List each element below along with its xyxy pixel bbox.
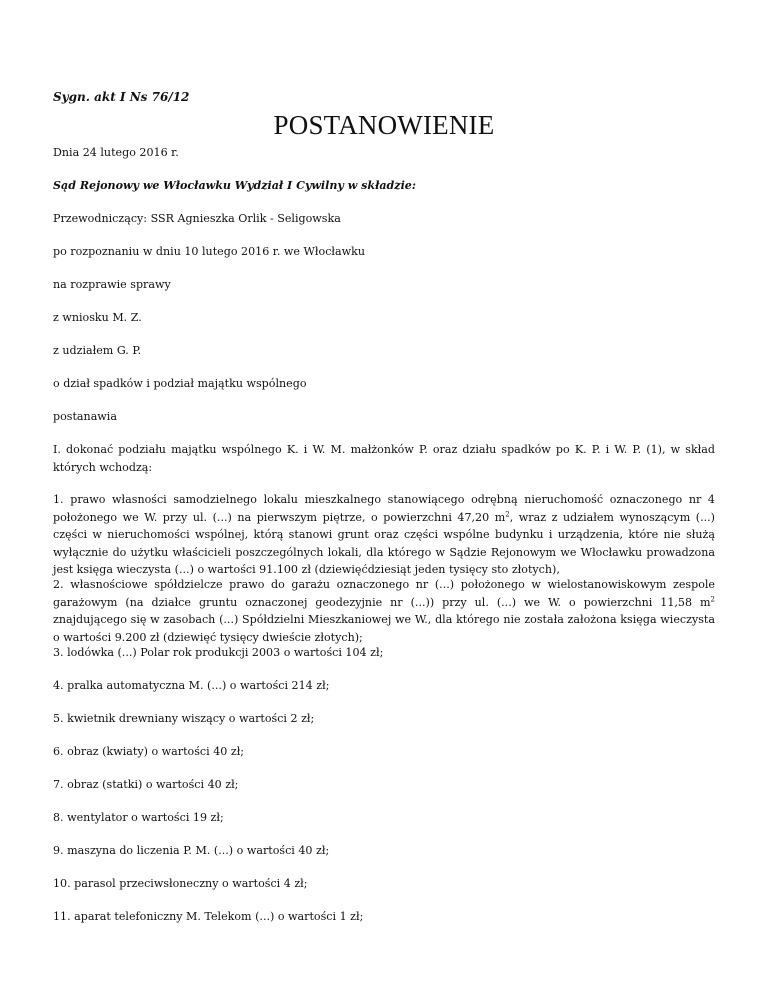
chair-line: Przewodniczący: SSR Agnieszka Orlik - Seligowska [53,212,341,225]
list-item-3: 3. lodówka (...) Polar rok produkcji 2003 o wartości 104 zł; [53,646,384,659]
item-1-text-b: , wraz z udziałem wynoszącym (...) części w nieruchomości wspólnej, którą stanowi grunt oraz części wspólne budynku i urządzenia, które nie służą wyłącznie do użytku właścicieli poszczególnych lokali, dla którego w Sądzie Rejonowym we Włocławku prowadzona jest księga wieczysta (...) o wartości 91.100 zł (dziewięćdziesiąt jeden tysięcy sto złotych), [53,510,716,576]
list-item-11: 11. aparat telefoniczny M. Telekom (...) o wartości 1 zł; [53,910,364,923]
hearing-line: po rozpoznaniu w dniu 10 lutego 2016 r. we Włocławku [53,245,365,258]
item-2-text-b: znajdującego się w zasobach (...) Spółdzielni Mieszkaniowej we W., dla którego nie została założona księga wieczysta o wartości 9.200 zł (dziewięć tysięcy dwieście złotych); [53,613,715,644]
date-line: Dnia 24 lutego 2016 r. [53,146,179,159]
list-item-4: 4. pralka automatyczna M. (...) o wartości 214 zł; [53,679,330,692]
list-item-2 [53,576,715,646]
applicant-line: z wniosku M. Z. [53,311,142,324]
item-1-superscript: 2 [505,509,510,518]
subject-line: o dział spadków i podział majątku wspólnego [53,377,307,390]
list-item-10: 10. parasol przeciwsłoneczny o wartości 4 zł; [53,877,308,890]
item-1-text-a: 1. prawo własności samodzielnego lokalu mieszkalnego stanowiącego odrębną nieruchomość oznaczonego nr 4 położonego we W. przy ul. (...) na pierwszym piętrze, o powierzchni 47,20 m [53,493,715,524]
list-item-1 [53,491,715,579]
item-2-text-a: 2. własnościowe spółdzielcze prawo do garażu oznaczonego nr (...) położonego w wielostanowiskowym zespole garażowym (na działce gruntu oznaczonej geodezyjnie nr (...)) przy ul. (...) we W. o powierzchni 11,58 m [53,578,715,609]
section-1: I. dokonać podziału majątku wspólnego K. i W. M. małżonków P. oraz działu spadków po K. P. i W. P. (1), w skład których wchodzą: [53,443,715,474]
item-2-superscript: 2 [710,594,715,603]
court-line: Sąd Rejonowy we Włocławku Wydział I Cywilny w składzie: [53,179,416,192]
list-item-6: 6. obraz (kwiaty) o wartości 40 zł; [53,745,245,758]
participant-line: z udziałem G. P. [53,344,142,357]
session-line: na rozprawie sprawy [53,278,171,291]
decision-word: postanawia [53,410,117,423]
list-item-5: 5. kwietnik drewniany wiszący o wartości 2 zł; [53,712,315,725]
document-title: POSTANOWIENIE [273,110,495,140]
list-item-7: 7. obraz (statki) o wartości 40 zł; [53,778,239,791]
list-item-9: 9. maszyna do liczenia P. M. (...) o wartości 40 zł; [53,844,330,857]
list-item-8: 8. wentylator o wartości 19 zł; [53,811,224,824]
case-reference: Sygn. akt I Ns 76/12 [53,90,190,104]
